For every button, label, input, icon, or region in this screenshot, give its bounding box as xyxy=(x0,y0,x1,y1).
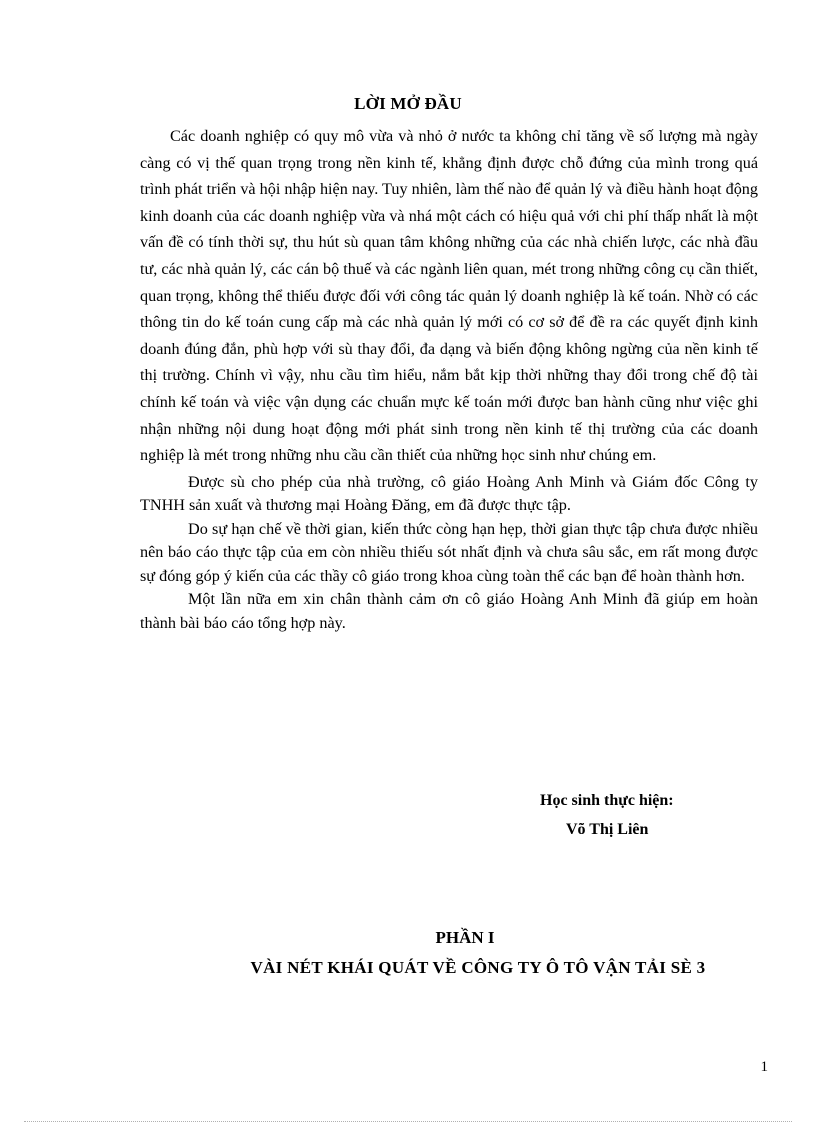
page-number: 1 xyxy=(760,1059,768,1075)
paragraph-intro: Các doanh nghiệp có quy mô vừa và nhỏ ở nước ta không chỉ tăng về số lượng mà ngày càng có vị thế quan trọng trong nền kinh tế, khẳng định được chỗ đứng của mình trong quá trình phát triển và hội nhập hiện nay. Tuy nhiên, làm thế nào để quản lý và điều hành hoạt động kinh doanh của các doanh nghiệp vừa và nhá một cách có hiệu quả với chi phí thấp nhất là một vấn đề có tính thời sự, thu hút sù quan tâm không những của các nhà chiến lược, các nhà đầu tư, các nhà quản lý, các cán bộ thuế và các ngành liên quan, mét trong những công cụ cần thiết, quan trọng, không thể thiếu được đối với công tác quản lý doanh nghiệp là kế toán. Nhờ có các thông tin do kế toán cung cấp mà các nhà quản lý mới có cơ sở để đề ra các quyết định kinh doanh đúng đắn, phù hợp với sù thay đổi, đa dạng và biến động không ngừng của nền kinh tế thị trường. Chính vì vậy, nhu cầu tìm hiểu, nắm bắt kịp thời những thay đổi trong chế độ tài chính kế toán và việc vận dụng các chuẩn mực kế toán mới được ban hành cũng như việc ghi nhận những nội dung hoạt động mới phát sinh trong nền kinh tế thị trường của các doanh nghiệp là mét trong những nhu cầu cần thiết của những học sinh như chúng em. xyxy=(140,127,758,465)
paragraph-limitations: Do sự hạn chế về thời gian, kiến thức còng hạn hẹp, thời gian thực tập chưa được nhiều nên báo cáo thực tập của em còn nhiều thiếu sót nhất định và chưa sâu sắc, em rất mong được sự đóng góp ý kiến của các thầy cô giáo trong khoa cùng toàn thể các bạn để hoàn thành hơn. xyxy=(140,519,758,585)
paragraph-thanks: Một lần nữa em xin chân thành cảm ơn cô giáo Hoàng Anh Minh đã giúp em hoàn thành bài báo cáo tổng hợp này. xyxy=(140,590,758,632)
section-title: VÀI NÉT KHÁI QUÁT VỀ CÔNG TY Ô TÔ VẬN TẢI SÈ 3 xyxy=(250,958,706,977)
signature-name: Võ Thị Liên xyxy=(566,821,649,838)
page-title: LỜI MỞ ĐẦU xyxy=(354,94,462,113)
body-text xyxy=(140,123,758,635)
paragraph-internship: Được sù cho phép của nhà trường, cô giáo Hoàng Anh Minh và Giám đốc Công ty TNHH sản xuất và thương mại Hoàng Đăng, em đã được thực tập. xyxy=(140,472,758,515)
signature-role: Học sinh thực hiện: xyxy=(540,792,674,809)
page-bottom-border xyxy=(24,1121,792,1122)
section-number: PHẦN I xyxy=(435,928,495,947)
